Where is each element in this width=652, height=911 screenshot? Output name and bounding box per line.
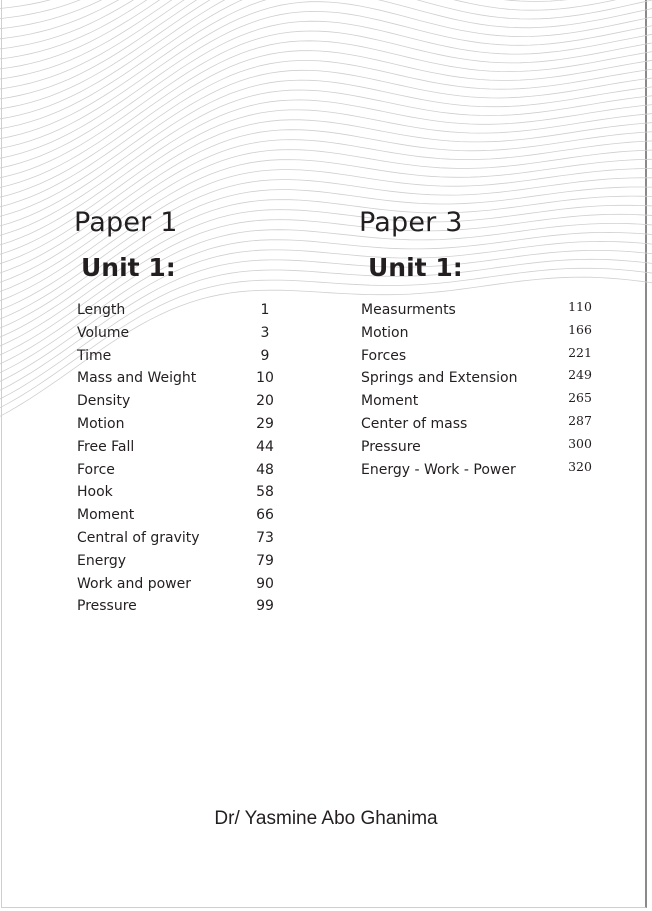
topic-title: Measurments xyxy=(361,302,456,318)
topic-title: Volume xyxy=(77,324,130,341)
page-number: 73 xyxy=(256,529,274,546)
wave-line xyxy=(0,70,652,218)
page-number: 287 xyxy=(568,412,592,428)
paper-1-unit-heading: Unit 1: xyxy=(81,253,176,282)
contents-entry xyxy=(77,322,307,345)
page-number: 221 xyxy=(568,344,592,360)
paper-3-heading: Paper 3 xyxy=(359,207,463,238)
contents-entry xyxy=(77,595,307,618)
page-number: 90 xyxy=(256,575,274,592)
wave-line xyxy=(0,0,652,50)
contents-entry xyxy=(77,436,307,459)
topic-title: Work and power xyxy=(77,575,191,592)
page-number: 29 xyxy=(256,415,274,432)
topic-title: Forces xyxy=(361,347,407,364)
page-number: 99 xyxy=(256,598,274,615)
topic-title: Hook xyxy=(77,484,113,501)
paper-3-unit-heading: Unit 1: xyxy=(368,253,463,282)
topic-title: Moment xyxy=(361,393,419,410)
wave-line xyxy=(0,0,652,140)
topic-title: Length xyxy=(77,302,126,318)
topic-title: Motion xyxy=(77,415,125,432)
topic-title: Pressure xyxy=(77,598,137,615)
page-number: 20 xyxy=(256,393,274,410)
topic-title: Springs and Extension xyxy=(361,370,518,387)
wave-line xyxy=(0,2,652,150)
contents-entry xyxy=(77,550,307,573)
topic-title: Central of gravity xyxy=(77,529,200,546)
contents-entry xyxy=(77,573,307,596)
wave-line xyxy=(0,31,652,180)
wave-line xyxy=(0,41,652,190)
wave-line xyxy=(0,0,652,20)
contents-entry xyxy=(77,345,307,368)
contents-entry xyxy=(77,390,307,413)
contents-entry xyxy=(77,413,307,436)
wave-line xyxy=(0,0,652,30)
topic-title: Free Fall xyxy=(77,438,135,455)
page-number: 10 xyxy=(256,370,274,387)
page-number: 249 xyxy=(568,367,592,383)
page-number: 58 xyxy=(256,484,274,501)
page-number: 166 xyxy=(568,321,592,337)
wave-line xyxy=(0,169,652,314)
page-number: 3 xyxy=(260,324,270,341)
page-number: 9 xyxy=(260,347,270,364)
contents-entry xyxy=(77,504,307,527)
contents-entry xyxy=(77,299,307,322)
wave-line xyxy=(0,61,652,210)
contents-entry xyxy=(77,459,307,482)
topic-title: Force xyxy=(77,461,115,478)
page-number: 48 xyxy=(256,461,274,478)
page-number: 79 xyxy=(256,552,274,569)
topic-title: Pressure xyxy=(361,438,421,455)
page-number: 320 xyxy=(568,458,592,474)
author-name: Dr/ Yasmine Abo Ghanima xyxy=(214,808,438,829)
topic-title: Energy xyxy=(77,552,127,569)
page-number: 66 xyxy=(256,507,274,524)
topic-title: Center of mass xyxy=(361,415,468,432)
page-number: 300 xyxy=(568,435,592,451)
topic-title: Motion xyxy=(361,324,409,341)
contents-entry xyxy=(77,367,307,390)
topic-title: Density xyxy=(77,393,131,410)
contents-entry xyxy=(361,459,611,482)
page-number: 44 xyxy=(256,438,274,455)
paper-3-contents-list xyxy=(361,299,611,481)
contents-entry xyxy=(77,527,307,550)
paper-1-heading: Paper 1 xyxy=(74,207,178,238)
topic-title: Mass and Weight xyxy=(77,370,197,387)
page-number: 110 xyxy=(568,299,592,314)
topic-title: Moment xyxy=(77,507,135,524)
paper-1-contents-list xyxy=(77,299,307,618)
topic-title: Time xyxy=(77,347,112,364)
page-number: 1 xyxy=(260,302,270,318)
page-number: 265 xyxy=(568,390,592,406)
contents-entry xyxy=(77,481,307,504)
topic-title: Energy - Work - Power xyxy=(361,461,516,478)
